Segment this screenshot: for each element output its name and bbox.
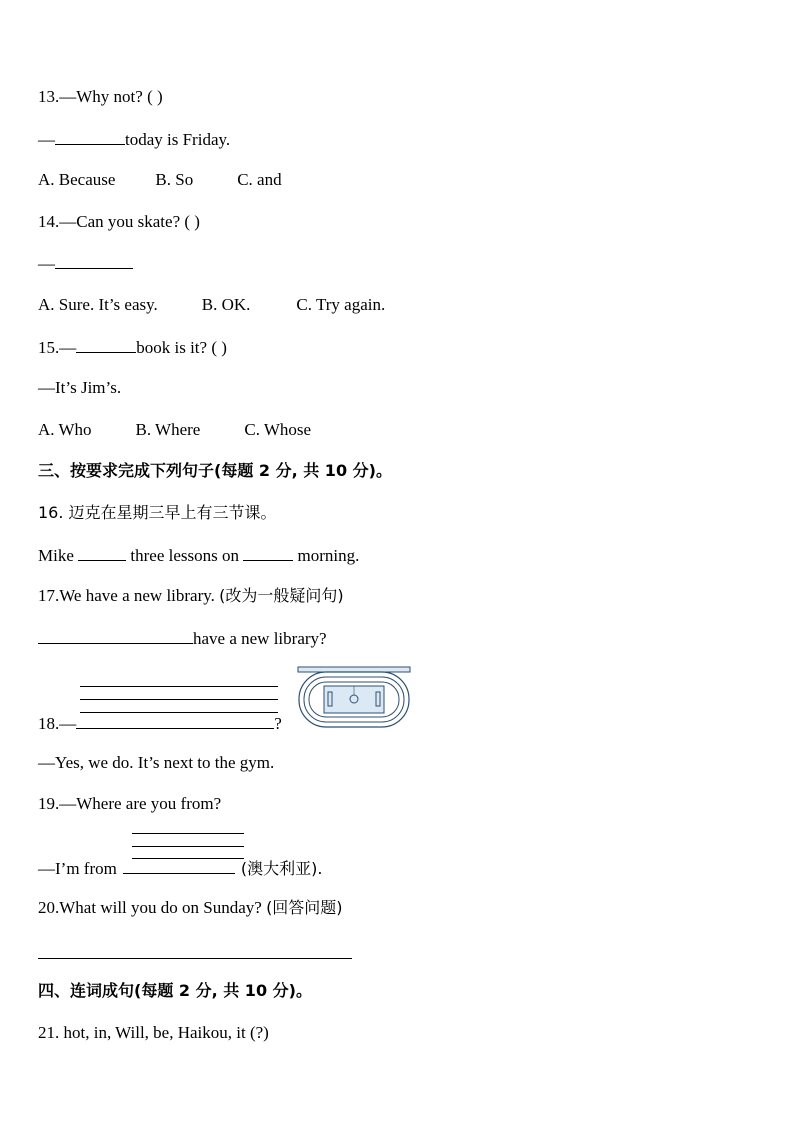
q18-suffix: ? (274, 714, 282, 733)
q13-blank[interactable] (55, 128, 125, 145)
q14-option-a[interactable]: A. Sure. It’s easy. (38, 295, 158, 314)
q17-answer (38, 627, 327, 650)
q16-blank-2[interactable] (243, 544, 293, 561)
q14-option-c[interactable]: C. Try again. (296, 295, 386, 314)
q15-options (38, 419, 311, 441)
q19-hint: (澳大利亚). (240, 859, 323, 878)
q14-options (38, 294, 385, 316)
q17-prompt (38, 585, 344, 607)
q18-reply: —Yes, we do. It’s next to the gym. (38, 753, 275, 772)
q15-prefix: 15.— (38, 338, 77, 357)
q14-question: 14.—Can you skate? ( ) (38, 212, 200, 231)
q17-prompt-en: 17.We have a new library. (38, 586, 220, 605)
section4-title: 四、连词成句(每题 2 分, 共 10 分)。 (38, 981, 312, 1000)
q19-writing-line-2[interactable] (132, 846, 244, 847)
q15-text: book is it? ( ) (136, 338, 227, 357)
q17-prompt-cn: (改为一般疑问句) (219, 586, 344, 605)
q18-question (38, 712, 282, 735)
q15-option-c[interactable]: C. Whose (244, 420, 312, 439)
q19-writing-line-1[interactable] (132, 833, 244, 834)
q13-reply-prefix: — (38, 130, 55, 149)
q20-prompt-en: 20.What will you do on Sunday? (38, 898, 267, 917)
q16-sentence (38, 544, 359, 567)
q19-prefix: —I’m from (38, 859, 117, 878)
q18-prefix: 18.— (38, 714, 77, 733)
q13-option-c[interactable]: C. and (237, 170, 282, 189)
section3-title: 三、按要求完成下列句子(每题 2 分, 共 10 分)。 (38, 461, 392, 480)
q18-writing-line-2[interactable] (80, 699, 278, 700)
q16-prompt: 16. 迈克在星期三早上有三节课。 (38, 503, 277, 522)
q13-reply (38, 128, 230, 151)
q18-blank[interactable] (76, 712, 274, 729)
q13-option-b[interactable]: B. So (155, 170, 194, 189)
q13-question: 13.—Why not? ( ) (38, 87, 163, 106)
q20-answer-line[interactable] (38, 958, 352, 959)
q15-option-b[interactable]: B. Where (135, 420, 201, 439)
q21-prompt: 21. hot, in, Will, be, Haikou, it (?) (38, 1023, 269, 1042)
q14-reply (38, 252, 133, 275)
running-track-icon (297, 666, 411, 728)
q14-reply-prefix: — (38, 254, 55, 273)
q19-question: 19.—Where are you from? (38, 794, 222, 813)
q16-part1: Mike (38, 546, 79, 565)
q17-answer-suffix: have a new library? (193, 629, 327, 648)
q14-blank[interactable] (55, 252, 133, 269)
q14-option-b[interactable]: B. OK. (201, 295, 251, 314)
q17-blank[interactable] (38, 627, 193, 644)
q15-reply: —It’s Jim’s. (38, 378, 122, 397)
q18-writing-line-1[interactable] (80, 686, 278, 687)
q20-prompt (38, 897, 343, 919)
q15-blank[interactable] (76, 336, 136, 353)
q13-option-a[interactable]: A. Because (38, 170, 116, 189)
q19-blank[interactable] (123, 857, 235, 874)
q16-blank-1[interactable] (78, 544, 126, 561)
q13-reply-text: today is Friday. (125, 130, 231, 149)
q20-prompt-cn: (回答问题) (266, 898, 343, 917)
q15-question (38, 336, 227, 359)
q19-answer (38, 857, 322, 880)
q16-part2: three lessons on (126, 546, 244, 565)
q15-option-a[interactable]: A. Who (38, 420, 92, 439)
q16-part3: morning. (293, 546, 360, 565)
q13-options (38, 169, 282, 191)
